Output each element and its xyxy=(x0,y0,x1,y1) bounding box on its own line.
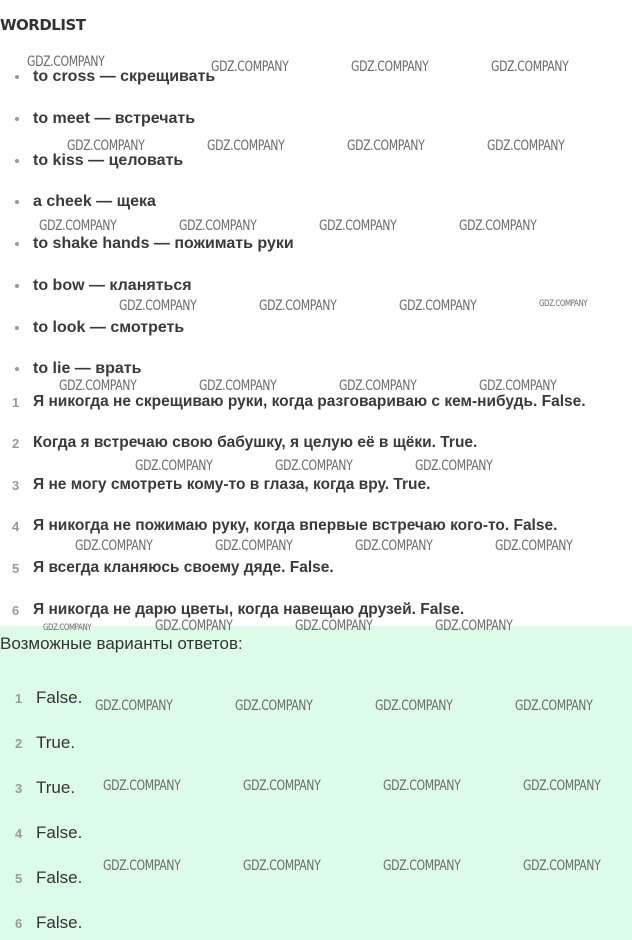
answers-title: Возможные варианты ответов: xyxy=(0,634,243,653)
watermark: GDZ.COMPANY xyxy=(259,298,337,314)
watermark: GDZ.COMPANY xyxy=(355,538,433,554)
watermark: GDZ.COMPANY xyxy=(415,458,493,474)
watermark: GDZ.COMPANY xyxy=(103,778,181,794)
watermark: GDZ.COMPANY xyxy=(479,378,557,394)
watermark: GDZ.COMPANY xyxy=(243,858,321,874)
answer-item xyxy=(15,867,82,889)
watermark: GDZ.COMPANY xyxy=(119,298,197,314)
wordlist-item-text: to cross — скрещивать xyxy=(33,68,216,85)
statement-text: Я никогда не пожимаю руку, когда впервые встречаю кого-то. False. xyxy=(33,517,558,534)
statement-text: Когда я встречаю свою бабушку, я целую её в щёки. True. xyxy=(33,434,478,451)
wordlist-item-text: to kiss — целовать xyxy=(33,152,184,169)
item-number: 2 xyxy=(12,435,20,451)
watermark: GDZ.COMPANY xyxy=(319,218,397,234)
watermark: GDZ.COMPANY xyxy=(179,218,257,234)
watermark: GDZ.COMPANY xyxy=(435,618,513,634)
watermark: GDZ.COMPANY xyxy=(383,858,461,874)
item-number: 6 xyxy=(12,602,20,618)
answer-text: False. xyxy=(36,823,83,842)
watermark: GDZ.COMPANY xyxy=(487,138,565,154)
watermark: GDZ.COMPANY xyxy=(375,698,453,714)
answer-item xyxy=(15,912,82,934)
statement-text: Я всегда кланяюсь своему дяде. False. xyxy=(33,559,334,576)
statement-item xyxy=(12,392,586,412)
bullet xyxy=(15,367,19,371)
answer-text: False. xyxy=(36,688,83,707)
watermark: GDZ.COMPANY xyxy=(211,59,289,75)
watermark: GDZ.COMPANY xyxy=(383,778,461,794)
watermark: GDZ.COMPANY xyxy=(523,858,601,874)
answer-item xyxy=(15,822,82,844)
wordlist-item xyxy=(15,67,215,87)
watermark: GDZ.COMPANY xyxy=(95,698,173,714)
watermark: GDZ.COMPANY xyxy=(67,138,145,154)
item-number: 4 xyxy=(15,825,23,841)
watermark: GDZ.COMPANY xyxy=(235,698,313,714)
watermark: GDZ.COMPANY xyxy=(459,218,537,234)
watermark: GDZ.COMPANY xyxy=(347,138,425,154)
bullet xyxy=(15,75,19,79)
wordlist-item xyxy=(15,109,195,129)
wordlist-item-text: to look — смотреть xyxy=(33,319,185,336)
wordlist-item xyxy=(15,234,294,254)
wordlist-item xyxy=(15,359,141,379)
item-number: 6 xyxy=(15,915,23,931)
watermark: GDZ.COMPANY xyxy=(215,538,293,554)
wordlist-item-text: to bow — кланяться xyxy=(33,277,192,294)
wordlist-item-text: a cheek — щека xyxy=(33,193,156,210)
statement-item xyxy=(12,516,557,536)
watermark: GDZ.COMPANY xyxy=(399,298,477,314)
watermark: GDZ.COMPANY xyxy=(491,59,569,75)
item-number: 3 xyxy=(15,780,23,796)
answer-text: True. xyxy=(36,778,76,797)
statement-item xyxy=(12,433,477,453)
wordlist-item xyxy=(15,276,192,296)
item-number: 2 xyxy=(15,735,23,751)
statement-item xyxy=(12,600,464,620)
statement-text: Я никогда не дарю цветы, когда навещаю друзей. False. xyxy=(33,601,465,618)
watermark: GDZ.COMPANY xyxy=(515,698,593,714)
answer-item xyxy=(15,777,75,799)
watermark: GDZ.COMPANY xyxy=(199,378,277,394)
bullet xyxy=(15,159,19,163)
bullet xyxy=(15,200,19,204)
watermark: GDZ.COMPANY xyxy=(243,778,321,794)
watermark: GDZ.COMPANY xyxy=(155,618,233,634)
statement-text: Я никогда не скрещиваю руки, когда разговариваю с кем-нибудь. False. xyxy=(33,393,586,410)
item-number: 5 xyxy=(12,560,20,576)
watermark: GDZ.COMPANY xyxy=(135,458,213,474)
wordlist-item xyxy=(15,192,156,212)
answer-text: False. xyxy=(36,913,83,932)
bullet xyxy=(15,284,19,288)
watermark: GDZ.COMPANY xyxy=(59,378,137,394)
watermark: GDZ.COMPANY xyxy=(523,778,601,794)
watermark: GDZ.COMPANY xyxy=(275,458,353,474)
watermark: GDZ.COMPANY xyxy=(351,59,429,75)
watermark: GDZ.COMPANY xyxy=(539,299,588,309)
watermark: GDZ.COMPANY xyxy=(207,138,285,154)
watermark: GDZ.COMPANY xyxy=(43,623,92,633)
wordlist-item xyxy=(15,318,184,338)
watermark: GDZ.COMPANY xyxy=(27,54,105,70)
wordlist-item-text: to lie — врать xyxy=(33,360,142,377)
watermark: GDZ.COMPANY xyxy=(75,538,153,554)
bullet xyxy=(15,326,19,330)
watermark: GDZ.COMPANY xyxy=(39,218,117,234)
answer-text: False. xyxy=(36,868,83,887)
answer-item xyxy=(15,687,82,709)
item-number: 3 xyxy=(12,477,20,493)
statement-item xyxy=(12,475,430,495)
answer-text: True. xyxy=(36,733,76,752)
statement-text: Я не могу смотреть кому-то в глаза, когда вру. True. xyxy=(33,476,431,493)
item-number: 1 xyxy=(12,394,20,410)
wordlist-heading: WORDLIST xyxy=(0,16,86,34)
watermark: GDZ.COMPANY xyxy=(295,618,373,634)
bullet xyxy=(15,242,19,246)
item-number: 5 xyxy=(15,870,23,886)
wordlist-item-text: to meet — встречать xyxy=(33,110,196,127)
watermark: GDZ.COMPANY xyxy=(339,378,417,394)
answer-item xyxy=(15,732,75,754)
wordlist-item-text: to shake hands — пожимать руки xyxy=(33,235,294,252)
watermark: GDZ.COMPANY xyxy=(495,538,573,554)
wordlist-item xyxy=(15,151,183,171)
item-number: 4 xyxy=(12,518,20,534)
bullet xyxy=(15,117,19,121)
watermark: GDZ.COMPANY xyxy=(103,858,181,874)
item-number: 1 xyxy=(15,690,23,706)
statement-item xyxy=(12,558,334,578)
